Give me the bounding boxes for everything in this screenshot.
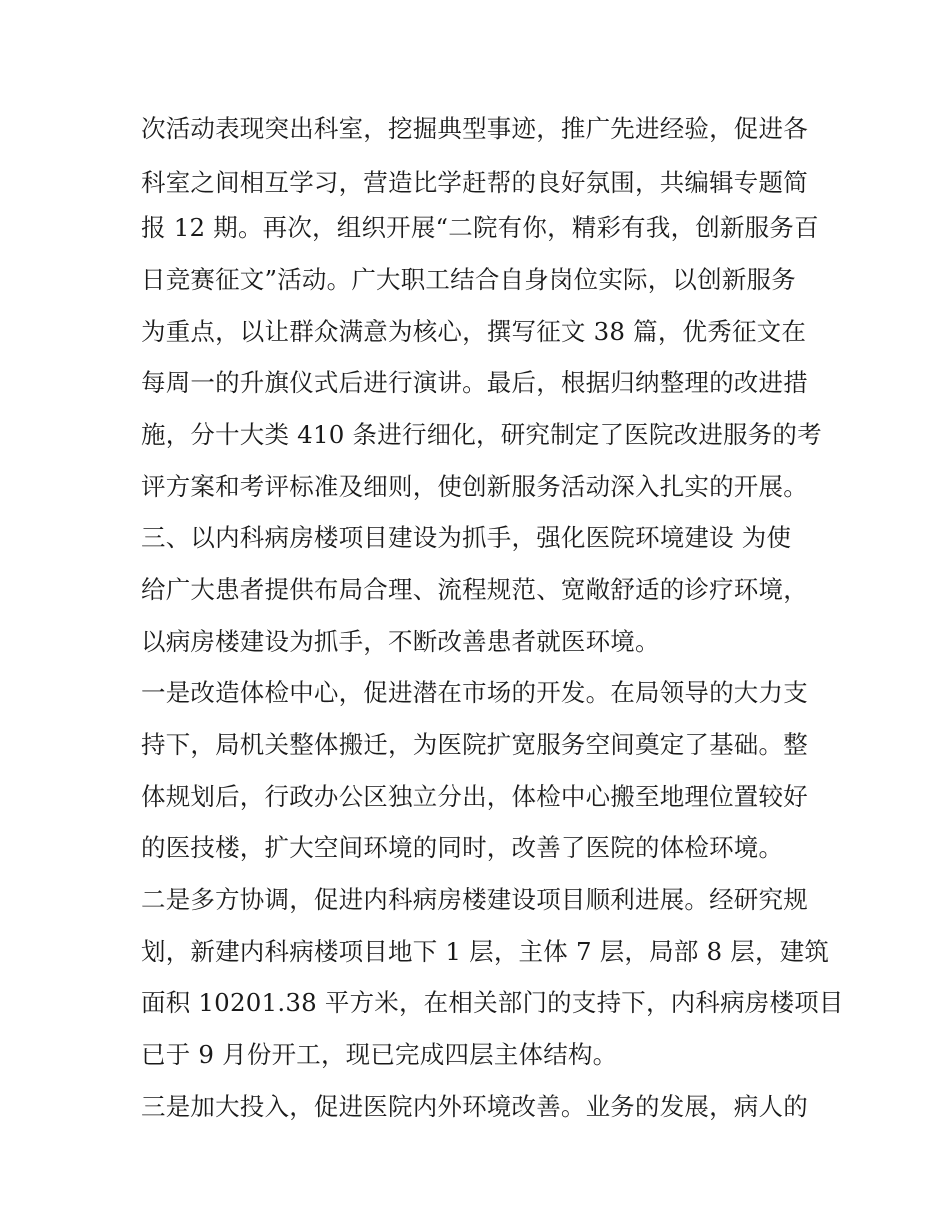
section-heading: 三、以内科病房楼项目建设为抓手，强化医院环境建设 为使 bbox=[141, 523, 792, 552]
text-line: 划，新建内科病楼项目地下 1 层，主体 7 层，局部 8 层，建筑 bbox=[141, 937, 830, 966]
text-line: 次活动表现突出科室，挖掘典型事迹，推广先进经验，促进各 bbox=[141, 114, 808, 143]
text-line: 日竞赛征文”活动。广大职工结合自身岗位实际，以创新服务 bbox=[141, 265, 796, 294]
text-line: 体规划后，行政办公区独立分出，体检中心搬至地理位置较好 bbox=[141, 782, 808, 811]
text-line: 已于 9 月份开工，现已完成四层主体结构。 bbox=[141, 1040, 618, 1069]
text-line: 持下，局机关整体搬迁，为医院扩宽服务空间奠定了基础。整 bbox=[141, 730, 808, 759]
text-line: 为重点，以让群众满意为核心，撰写征文 38 篇，优秀征文在 bbox=[141, 317, 807, 346]
text-line: 三是加大投入，促进医院内外环境改善。业务的发展，病人的 bbox=[141, 1092, 808, 1121]
text-line: 每周一的升旗仪式后进行演讲。最后，根据归纳整理的改进措 bbox=[141, 368, 808, 397]
text-line: 的医技楼，扩大空间环境的同时，改善了医院的体检环境。 bbox=[141, 833, 784, 862]
text-line: 二是多方协调，促进内科病房楼建设项目顺利进展。经研究规 bbox=[141, 885, 808, 914]
text-line: 给广大患者提供布局合理、流程规范、宽敞舒适的诊疗环境， bbox=[141, 575, 808, 604]
text-line: 报 12 期。再次，组织开展“二院有你，精彩有我，创新服务百 bbox=[141, 213, 819, 242]
text-line: 施，分十大类 410 条进行细化，研究制定了医院改进服务的考 bbox=[141, 420, 822, 449]
text-line: 面积 10201.38 平方米，在相关部门的支持下，内科病房楼项目 bbox=[141, 988, 844, 1017]
text-line: 一是改造体检中心，促进潜在市场的开发。在局领导的大力支 bbox=[141, 678, 808, 707]
text-line: 科室之间相互学习，营造比学赶帮的良好氛围，共编辑专题简 bbox=[141, 168, 808, 197]
text-line: 以病房楼建设为抓手，不断改善患者就医环境。 bbox=[141, 627, 660, 656]
text-line: 评方案和考评标准及细则，使创新服务活动深入扎实的开展。 bbox=[141, 472, 808, 501]
